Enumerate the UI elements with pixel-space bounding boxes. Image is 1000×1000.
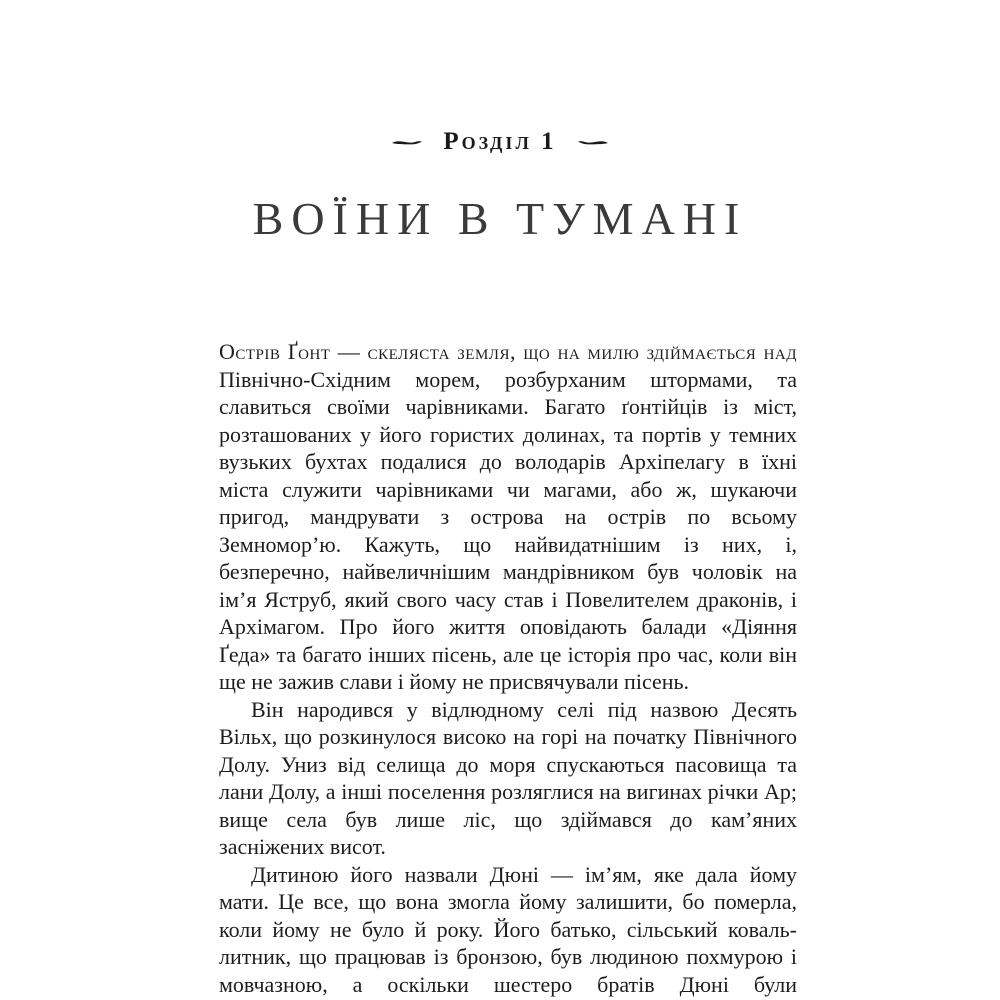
paragraph-1: Острів Ґонт — скеляста земля, що на милю здіймається над Північно-Східним морем, розбурханим штормами, та славиться своїми чарівниками. Багато ґонтійців із міст, розташованих у його гористих долинах, та портів у темних вузьких бухтах подалися до володарів Архіпелагу в їхні міста служити чарівниками чи магами, або ж, шукаючи пригод, мандрувати з острова на острів по всьому Земномор’ю. Кажуть, що найвидатнішим із них, і, безперечно, найвеличнішим мандрівником був чоловік на ім’я Яструб, який свого часу став і Повелителем драконів, і Архімагом. Про його життя оповідають балади «Діяння Ґеда» та багато інших пісень, але це історія про час, коли він ще не зажив слави і йому не присвячували пісень. (219, 339, 797, 694)
paragraph-2: Він народився у відлюдному селі під назвою Десять Вільх, що розкинулося високо на горі на початку Північного Долу. Униз від селища до моря спускаються пасовища та лани Долу, а інші поселення розляглися на вигинах річки Ар; вище села був лише ліс, що здіймався до кам’яних засніжених висот. (219, 696, 797, 859)
chapter-header (0, 128, 1000, 156)
tapered-dash-left-icon (391, 137, 423, 147)
chapter-title: ВОЇНИ В ТУМАНІ (252, 193, 748, 244)
chapter-body (219, 338, 797, 998)
chapter-label: Розділ 1 (443, 128, 557, 155)
tapered-dash-right-icon (577, 137, 609, 147)
paragraph-3: Дитиною його назвали Дюні — ім’ям, яке дала йому мати. Це все, що вона змогла йому залишити, бо померла, коли йому не було й року. Його батько, сільський коваль-литник, що працював із бронзою, був людиною похмурою і мовчазною, а оскільки шестеро братів Дюні були (219, 861, 797, 997)
